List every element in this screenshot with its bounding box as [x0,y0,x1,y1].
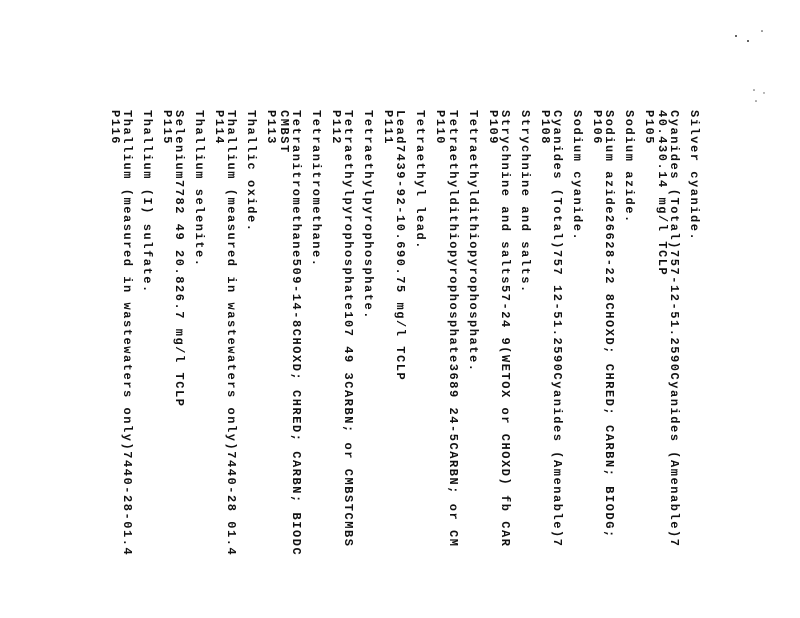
text-line: Thallium (measured in wastewaters only)7440-28 01.4 [224,110,239,557]
text-line: Thallium (I) sulfate. [140,110,154,294]
text-line: P109 [485,110,500,146]
speck [747,40,749,42]
speck [763,92,764,93]
rotated-text-block [60,110,700,618]
text-line: P112 [329,110,343,146]
text-line: Tetraethylpyrophosphate. [361,110,376,321]
text-line: P110 [433,110,448,146]
text-line: Tetranitromethane. [309,110,323,268]
text-line: Tetraethyldithiopyrophosphate3689 24-5CARBN; or CM [445,110,460,548]
text-line: Cyanides (Total)757-12-51.2590Cyanides (Amenable)7 [667,110,681,548]
text-line: Lead7439-92-10.690.75 mg/l TCLP [393,110,408,382]
speck [735,35,737,37]
text-line: Sodium azide26628-22 8CHOXD; CHRED; CARBN; BIODG; [602,110,617,539]
text-line: Thallic oxide. [244,110,259,233]
text-line: Selenium7782 49 20.826.7 mg/l TCLP [172,110,187,408]
text-line: Strychnine and salts57-24 9(WETOX or CHOXD) fb CAR [498,110,512,548]
text-line: P114 [212,110,227,146]
text-line: Thallium selenite. [192,110,207,268]
text-line: Tetranitromethane509-14-8CHOXD; CHRED; CARBN; BIODC [289,110,303,557]
text-line: CMBST [276,110,291,154]
text-line: Tetraethylpyrophosphate107 49 3CARBN; or CMBSTCMBS [341,110,356,548]
speck [753,89,755,91]
text-line: P105 [642,110,657,146]
text-line: Cyanides (Total)757 12-51.2590Cyanides (Amenable)7 [550,110,565,548]
text-line: P115 [160,110,174,146]
text-line: Sodium cyanide. [570,110,585,242]
text-line: Sodium azide. [622,110,637,224]
text-line: Tetraethyl lead. [413,110,428,251]
speck [755,100,757,102]
text-line: P113 [264,110,279,146]
text-line: P111 [381,110,396,146]
text-line: P108 [538,110,552,146]
text-line: P116 [107,110,122,146]
text-line: Thallium (measured in wastewaters only)7440-28-01.4 [120,110,134,557]
text-line: P106 [590,110,605,146]
text-line: 40.430.14 mg/l TCLP [654,110,669,277]
text-line: Strychnine and salts. [518,110,532,294]
text-line: Tetraethyldithiopyrophosphate. [465,110,480,373]
text-line: Silver cyanide. [687,110,701,242]
speck [761,30,763,32]
